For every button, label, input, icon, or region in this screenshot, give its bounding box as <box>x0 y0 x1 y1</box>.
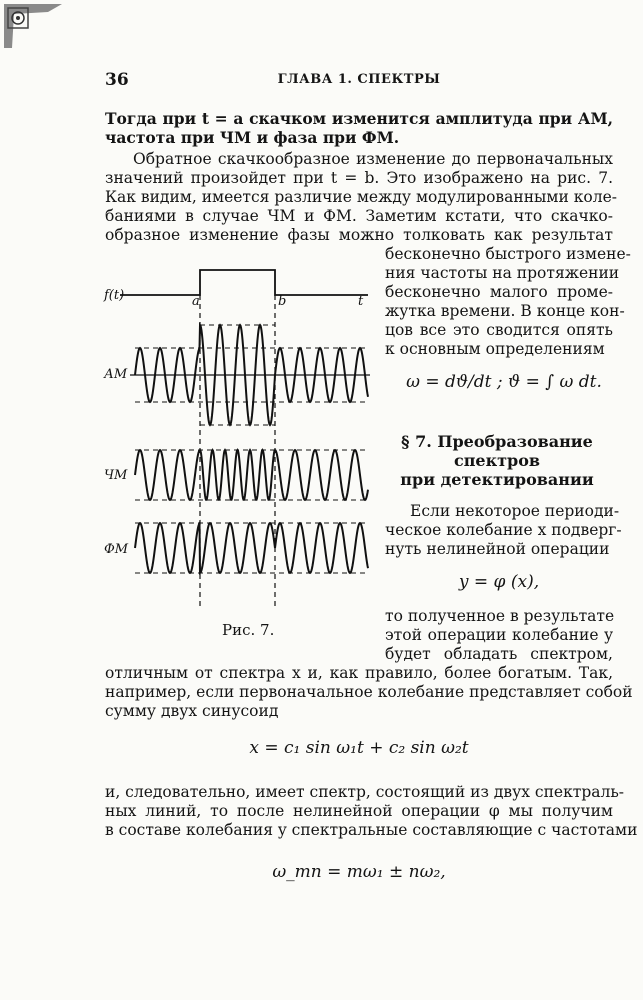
chm-waveform <box>135 450 368 500</box>
formula-omega-theta: ω = dϑ/dt ; ϑ = ∫ ω dt. <box>406 372 602 392</box>
corner-ornament <box>4 4 64 48</box>
text-line: Тогда при t = a скачком изменится амплитуда при АМ, <box>105 109 613 128</box>
figure-7-waveforms <box>100 255 380 625</box>
text-line: например, если первоначальное колебание представляет собой <box>105 683 633 701</box>
formula-sum-sinusoids: x = c₁ sin ω₁t + c₂ sin ω₂t <box>249 738 469 758</box>
text-line: баниями в случае ЧМ и ФМ. Заметим кстати, что скачко- <box>105 207 613 225</box>
text-line: Если некоторое периоди- <box>410 502 620 520</box>
section-title-line: § 7. Преобразование <box>401 432 593 451</box>
text-line: бесконечно малого проме- <box>385 283 613 301</box>
text-line: нуть нелинейной операции <box>385 540 610 558</box>
text-line: ческое колебание x подверг- <box>385 521 622 539</box>
formula-y-phi-x: y = φ (x), <box>458 572 540 592</box>
text-line: значений произойдет при t = b. Это изображено на рис. 7. <box>105 169 613 187</box>
text-line: жутка времени. В конце кон- <box>385 302 625 320</box>
section-title-line: спектров <box>453 451 541 470</box>
text-line: образное изменение фазы можно толковать как результат <box>105 226 613 244</box>
page-number: 36 <box>105 70 129 90</box>
text-line: частота при ЧМ и фаза при ФМ. <box>105 128 400 147</box>
formula-omega-mn: ω_mn = mω₁ ± nω₂, <box>272 862 446 882</box>
figure-caption: Рис. 7. <box>222 621 275 639</box>
text-line: цов все это сводится опять <box>385 321 613 339</box>
text-line: Как видим, имеется различие между модулированными коле- <box>105 188 617 206</box>
text-line: то полученное в результате <box>385 607 615 625</box>
fm-waveform <box>135 523 368 573</box>
label-fm: ФМ <box>104 542 129 557</box>
label-a: a <box>192 294 200 309</box>
text-line: сумму двух синусоид <box>105 702 279 720</box>
running-title: ГЛАВА 1. СПЕКТРЫ <box>277 72 441 87</box>
label-am: АМ <box>104 367 128 382</box>
text-line: и, следовательно, имеет спектр, состоящий из двух спектраль- <box>105 783 625 801</box>
label-b: b <box>278 294 287 309</box>
text-line: ных линий, то после нелинейной операции φ мы получим <box>105 802 613 820</box>
text-line: бесконечно быстрого измене- <box>385 245 631 263</box>
label-chm: ЧМ <box>104 468 128 483</box>
text-line: ния частоты на протяжении <box>385 264 620 282</box>
text-line: этой операции колебание y <box>385 626 613 644</box>
ft-step-waveform <box>120 270 368 295</box>
label-t: t <box>358 294 364 309</box>
text-line: будет обладать спектром, <box>385 645 613 663</box>
label-ft: f(t) <box>104 288 125 303</box>
section-title-line: при детектировании <box>400 470 594 489</box>
page-header <box>105 70 613 92</box>
text-line: к основным определениям <box>385 340 605 358</box>
text-line: Обратное скачкообразное изменение до первоначальных <box>133 150 613 168</box>
text-line: в составе колебания y спектральные составляющие с частотами <box>105 821 638 839</box>
text-line: отличным от спектра x и, как правило, более богатым. Так, <box>105 664 613 682</box>
